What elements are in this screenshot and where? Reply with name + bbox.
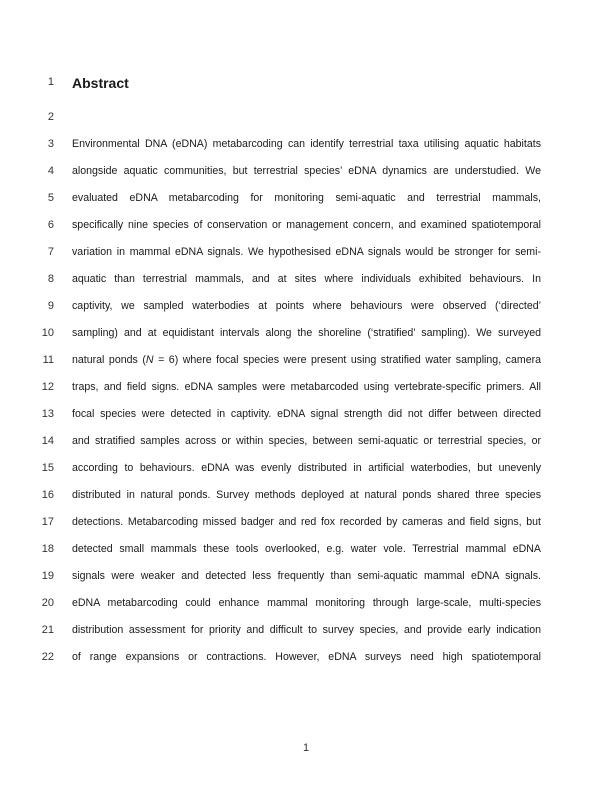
abstract-line: detected small mammals these tools overlooked, e.g. water vole. Terrestrial mammal eDNA bbox=[72, 543, 541, 555]
abstract-line: captivity, we sampled waterbodies at points where behaviours were observed (‘directed’ bbox=[72, 300, 541, 312]
abstract-line: eDNA metabarcoding could enhance mammal monitoring through large-scale, multi-species bbox=[72, 597, 541, 609]
abstract-line: signals were weaker and detected less frequently than semi-aquatic mammal eDNA signals. bbox=[72, 570, 541, 582]
line-18 bbox=[0, 542, 612, 564]
line-11 bbox=[0, 353, 612, 375]
line-number: 13 bbox=[41, 408, 54, 420]
abstract-line: sampling) and at equidistant intervals along the shoreline (‘stratified’ sampling). We surveyed bbox=[72, 327, 541, 339]
abstract-line: specifically nine species of conservation or management concern, and examined spatiotemporal bbox=[72, 219, 541, 231]
abstract-line: aquatic than terrestrial mammals, and at sites where individuals exhibited behaviours. In bbox=[72, 273, 541, 285]
line-number: 12 bbox=[41, 381, 54, 393]
abstract-line: Environmental DNA (eDNA) metabarcoding can identify terrestrial taxa utilising aquatic habitats bbox=[72, 138, 541, 150]
line-9 bbox=[0, 299, 612, 321]
abstract-line: of range expansions or contractions. However, eDNA surveys need high spatiotemporal bbox=[72, 651, 541, 663]
line-1 bbox=[0, 75, 612, 97]
line-number: 16 bbox=[41, 489, 54, 501]
line-number: 14 bbox=[41, 435, 54, 447]
line-number: 4 bbox=[47, 165, 54, 177]
abstract-line: focal species were detected in captivity. eDNA signal strength did not differ between directed bbox=[72, 408, 541, 420]
line-10 bbox=[0, 326, 612, 348]
line-number: 19 bbox=[41, 570, 54, 582]
line-number: 10 bbox=[41, 327, 54, 339]
line-number: 22 bbox=[41, 651, 54, 663]
abstract-line: alongside aquatic communities, but terrestrial species’ eDNA dynamics are understudied. We bbox=[72, 165, 541, 177]
line-6 bbox=[0, 218, 612, 240]
line-number: 6 bbox=[47, 219, 54, 231]
line-number: 3 bbox=[47, 138, 54, 150]
line-number: 21 bbox=[41, 624, 54, 636]
abstract-line: traps, and field signs. eDNA samples were metabarcoded using vertebrate-specific primers. All bbox=[72, 381, 541, 393]
line-21 bbox=[0, 623, 612, 645]
abstract-line: detections. Metabarcoding missed badger and red fox recorded by cameras and field signs, but bbox=[72, 516, 541, 528]
line-number: 1 bbox=[47, 76, 54, 88]
line-number: 11 bbox=[42, 354, 54, 366]
abstract-line: and stratified samples across or within species, between semi-aquatic or terrestrial species, or bbox=[72, 435, 541, 447]
line-12 bbox=[0, 380, 612, 402]
line-number: 18 bbox=[41, 543, 54, 555]
line-2 bbox=[0, 110, 612, 132]
line-number: 9 bbox=[47, 300, 54, 312]
line-number: 15 bbox=[41, 462, 54, 474]
abstract-line: according to behaviours. eDNA was evenly distributed in artificial waterbodies, but unevenly bbox=[72, 462, 541, 474]
line-20 bbox=[0, 596, 612, 618]
line-22 bbox=[0, 650, 612, 672]
line-7 bbox=[0, 245, 612, 267]
abstract-line: evaluated eDNA metabarcoding for monitoring semi-aquatic and terrestrial mammals, bbox=[72, 192, 541, 204]
line-8 bbox=[0, 272, 612, 294]
abstract-line: natural ponds (N = 6) where focal species were present using stratified water sampling, camera bbox=[72, 354, 541, 366]
line-16 bbox=[0, 488, 612, 510]
line-number: 2 bbox=[47, 111, 54, 123]
line-3 bbox=[0, 137, 612, 159]
line-15 bbox=[0, 461, 612, 483]
abstract-line: variation in mammal eDNA signals. We hypothesised eDNA signals would be stronger for semi- bbox=[72, 246, 541, 258]
line-14 bbox=[0, 434, 612, 456]
line-number: 5 bbox=[47, 192, 54, 204]
line-number: 17 bbox=[41, 516, 54, 528]
line-4 bbox=[0, 164, 612, 186]
page-number: 1 bbox=[302, 742, 310, 754]
abstract-line: distribution assessment for priority and difficult to survey species, and provide early indication bbox=[72, 624, 541, 636]
abstract-line: distributed in natural ponds. Survey methods deployed at natural ponds shared three species bbox=[72, 489, 541, 501]
line-17 bbox=[0, 515, 612, 537]
line-13 bbox=[0, 407, 612, 429]
section-heading: Abstract bbox=[72, 75, 129, 91]
line-19 bbox=[0, 569, 612, 591]
line-number: 8 bbox=[47, 273, 54, 285]
line-5 bbox=[0, 191, 612, 213]
line-number: 7 bbox=[47, 246, 54, 258]
line-number: 20 bbox=[41, 597, 54, 609]
